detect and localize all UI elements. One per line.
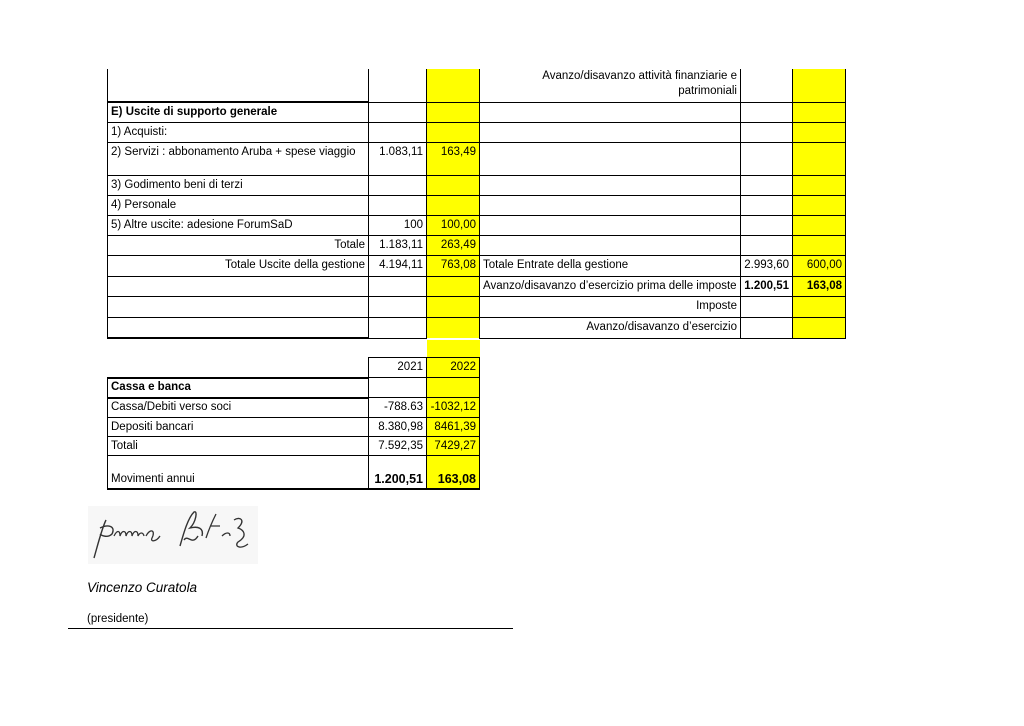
total-inflows-label: Totale Entrate della gestione — [480, 255, 741, 276]
section-heading: E) Uscite di supporto generale — [108, 102, 369, 122]
table-row: 3) Godimento beni di terzi — [108, 175, 846, 195]
annual-movements-label: Movimenti annui — [108, 456, 369, 489]
table-row: 1) Acquisti: — [108, 122, 846, 142]
table-row: Cassa/Debiti verso soci -788.63 -1032,12 — [108, 398, 480, 418]
signature-line — [68, 628, 513, 629]
table-row: Movimenti annui 1.200,51 163,08 — [108, 456, 480, 489]
signatory-role: (presidente) — [87, 613, 149, 625]
cash-bank-table — [107, 357, 480, 490]
table-row: 5) Altre uscite: adesione ForumSaD 100 100,00 — [108, 215, 846, 235]
table-row: Totali 7.592,35 7429,27 — [108, 437, 480, 456]
table-row — [108, 378, 480, 398]
table-row: Depositi bancari 8.380,98 8461,39 — [108, 418, 480, 437]
section-heading: Cassa e banca — [108, 378, 369, 398]
net-result-label: Avanzo/disavanzo d’esercizio — [480, 317, 741, 338]
year-header-row — [108, 358, 480, 378]
table-row: Totale 1.183,11 263,49 — [108, 235, 846, 255]
right-label-cell: Avanzo/disavanzo attività finanziarie e patrimoniali — [480, 69, 741, 102]
table-row: 2) Servizi : abbonamento Aruba + spese viaggio 1.083,11 163,49 — [108, 142, 846, 175]
total-outflows-label: Totale Uscite della gestione — [108, 255, 369, 276]
left-label-cell — [108, 69, 369, 102]
year-2022-header: 2022 — [427, 358, 480, 378]
table-row: Avanzo/disavanzo d’esercizio prima delle imposte 1.200,51 163,08 — [108, 276, 846, 296]
year-2021-header: 2021 — [369, 358, 427, 378]
highlight-strip — [427, 340, 480, 358]
table-row: 4) Personale — [108, 195, 846, 215]
signatory-name: Vincenzo Curatola — [87, 580, 198, 595]
pre-tax-result-label: Avanzo/disavanzo d’esercizio prima delle imposte — [480, 276, 741, 296]
subtotal-label: Totale — [108, 235, 369, 255]
taxes-label: Imposte — [480, 296, 741, 317]
table-row — [108, 317, 846, 338]
table-row: Totale Uscite della gestione 4.194,11 763,08 Totale Entrate della gestione 2.993,60 600,00 — [108, 255, 846, 276]
handwritten-signature — [88, 506, 258, 564]
table-row — [108, 102, 846, 122]
main-statement-table — [107, 69, 846, 339]
table-row — [108, 296, 846, 317]
table-row — [108, 69, 846, 102]
